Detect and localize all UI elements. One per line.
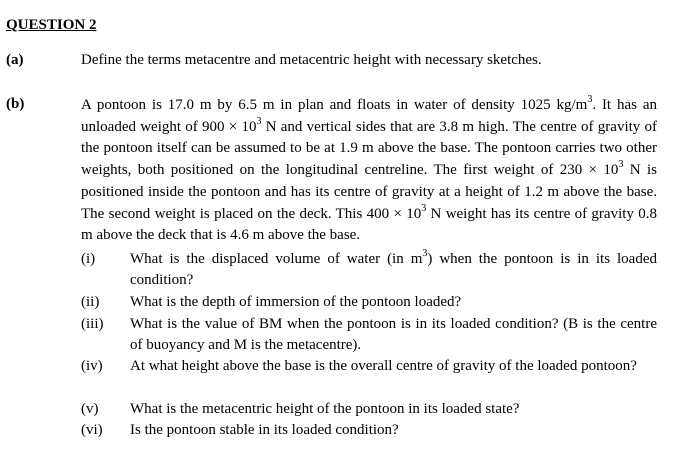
subquestion-label: (i) [81,251,96,267]
intro-segment: N is positioned inside the pontoon and has its centre of gravity at a height of 1.2 m above the base. The second weight is placed on the deck. This 400 × 10 [81,162,657,222]
intro-segment: N weight has its centre of gravity 0.8 m above the deck that is 4.6 m above the base. [81,205,657,244]
superscript: 3 [587,94,593,105]
intro-segment: N and vertical sides that are 3.8 m high. The centre of gravity of the pontoon itself can be assumed to be at 1.9 m above the base. The pontoon carries two other weights, both positioned on the longitudinal centreline. The first weight of 230 × 10 [81,118,658,179]
subquestion-text-part: ) when the pontoon is in its loaded condition? [130,251,657,288]
subquestion-text: What is the depth of immersion of the pontoon loaded? [130,294,462,310]
part-a-text: Define the terms metacentre and metacentric height with necessary sketches. [81,52,542,68]
subquestion-text: At what height above the base is the overall centre of gravity of the loaded pontoon? [130,358,637,374]
superscript: 3 [256,115,262,127]
subquestion-label: (v) [81,401,99,417]
subquestion-label: (vi) [81,422,103,438]
part-a-label: (a) [6,52,24,68]
part-b-label: (b) [6,96,25,112]
subquestion-label: (iii) [81,316,104,332]
superscript: 3 [618,159,624,171]
subquestion-label: (iv) [81,358,103,374]
intro-segment: . It has an unloaded weight of 900 × 10 [81,97,657,135]
superscript: 3 [422,248,428,259]
subquestion-text: What is the metacentric height of the pontoon in its loaded state? [130,401,520,417]
intro-segment: A pontoon is 17.0 m by 6.5 m in plan and floats in water of density 1025 kg/m [81,97,588,113]
subquestion-text: Is the pontoon stable in its loaded condition? [130,422,399,438]
subquestion-text [130,249,657,291]
subquestion-text-part: What is the displaced volume of water (in m [130,251,423,267]
superscript: 3 [421,202,427,214]
subquestion-label: (ii) [81,294,100,310]
question-heading: QUESTION 2 [6,17,97,33]
subquestion-text: What is the value of BM when the pontoon is in its loaded condition? (B is the centre of buoyancy and M is the metacentre). [130,316,657,353]
part-b-intro [81,95,657,247]
